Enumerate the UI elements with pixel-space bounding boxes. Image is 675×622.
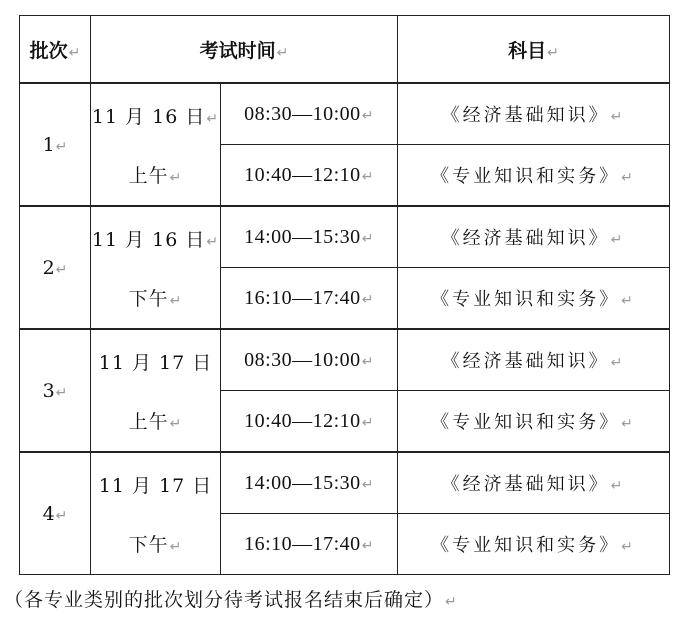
session-time-cell bbox=[221, 145, 398, 207]
batch-number: 4 bbox=[42, 502, 55, 525]
session-time: 08:30—10:00 bbox=[244, 102, 361, 125]
return-mark: ↵ bbox=[55, 261, 68, 278]
header-batch-label: 批次 bbox=[29, 39, 68, 62]
return-mark: ↵ bbox=[276, 44, 289, 61]
return-mark: ↵ bbox=[361, 107, 374, 124]
session-subject-cell bbox=[398, 452, 670, 514]
return-mark: ↵ bbox=[621, 416, 636, 432]
return-mark: ↵ bbox=[361, 291, 374, 308]
batch-date-cell bbox=[91, 206, 221, 329]
table-row bbox=[20, 83, 670, 145]
return-mark: ↵ bbox=[169, 169, 183, 186]
session-subject: 《经济基础知识》 bbox=[441, 474, 610, 495]
return-mark: ↵ bbox=[610, 109, 626, 125]
session-subject: 《专业知识和实务》 bbox=[431, 166, 621, 187]
return-mark: ↵ bbox=[55, 507, 68, 524]
session-subject-cell bbox=[398, 83, 670, 145]
session-time: 08:30—10:00 bbox=[244, 348, 361, 371]
session-subject-cell bbox=[398, 268, 670, 330]
session-time: 14:00—15:30 bbox=[244, 471, 361, 494]
header-row bbox=[20, 16, 670, 84]
session-subject-cell bbox=[398, 206, 670, 268]
return-mark: ↵ bbox=[55, 384, 68, 401]
return-mark: ↵ bbox=[68, 44, 81, 61]
header-time bbox=[91, 16, 398, 84]
session-time: 10:40—12:10 bbox=[244, 163, 361, 186]
batch-date-cell bbox=[91, 329, 221, 452]
return-mark: ↵ bbox=[547, 44, 559, 61]
batch-date: 11 月 16 日 bbox=[91, 228, 206, 251]
session-time-cell bbox=[221, 391, 398, 453]
table-row bbox=[20, 206, 670, 268]
session-subject: 《经济基础知识》 bbox=[441, 105, 610, 126]
table-row bbox=[20, 329, 670, 391]
session-subject-cell bbox=[398, 145, 670, 207]
footnote bbox=[4, 585, 458, 612]
return-mark: ↵ bbox=[55, 138, 68, 155]
batch-number: 3 bbox=[42, 379, 55, 402]
batch-number-cell bbox=[20, 452, 91, 575]
session-time: 10:40—12:10 bbox=[244, 409, 361, 432]
session-subject-cell bbox=[398, 514, 670, 575]
batch-date-cell bbox=[91, 452, 221, 575]
return-mark: ↵ bbox=[361, 353, 374, 370]
return-mark: ↵ bbox=[445, 594, 458, 610]
session-subject: 《经济基础知识》 bbox=[441, 228, 610, 249]
session-time-cell bbox=[221, 268, 398, 330]
batch-period: 上午 bbox=[128, 164, 169, 187]
session-time: 16:10—17:40 bbox=[244, 286, 361, 309]
return-mark: ↵ bbox=[169, 538, 183, 555]
session-subject-cell bbox=[398, 329, 670, 391]
batch-number-cell bbox=[20, 206, 91, 329]
session-subject: 《专业知识和实务》 bbox=[431, 412, 621, 433]
return-mark: ↵ bbox=[610, 355, 626, 371]
return-mark: ↵ bbox=[361, 230, 374, 247]
batch-period: 下午 bbox=[128, 533, 169, 556]
session-subject: 《专业知识和实务》 bbox=[431, 289, 621, 310]
footnote-text: （各专业类别的批次划分待考试报名结束后确定） bbox=[4, 589, 445, 611]
session-time: 16:10—17:40 bbox=[244, 532, 361, 555]
return-mark: ↵ bbox=[169, 415, 183, 432]
batch-number-cell bbox=[20, 83, 91, 206]
session-time-cell bbox=[221, 206, 398, 268]
batch-period: 上午 bbox=[128, 410, 169, 433]
batch-number-cell bbox=[20, 329, 91, 452]
table-row bbox=[20, 452, 670, 514]
batch-date: 11 月 16 日 bbox=[91, 105, 206, 128]
return-mark: ↵ bbox=[206, 110, 220, 127]
return-mark: ↵ bbox=[621, 293, 636, 309]
batch-number: 1 bbox=[42, 133, 55, 156]
session-time-cell bbox=[221, 329, 398, 391]
return-mark: ↵ bbox=[610, 478, 626, 494]
header-time-label: 考试时间 bbox=[199, 39, 276, 62]
session-time-cell bbox=[221, 83, 398, 145]
batch-period: 下午 bbox=[128, 287, 169, 310]
return-mark: ↵ bbox=[206, 233, 220, 250]
return-mark: ↵ bbox=[361, 414, 374, 431]
exam-schedule-table bbox=[19, 15, 670, 575]
session-subject: 《专业知识和实务》 bbox=[431, 535, 621, 556]
return-mark: ↵ bbox=[361, 476, 374, 493]
return-mark: ↵ bbox=[361, 168, 374, 185]
batch-date: 11 月 17 日 bbox=[98, 351, 213, 374]
batch-date-cell bbox=[91, 83, 221, 206]
header-subject-label: 科目 bbox=[508, 39, 547, 62]
session-subject: 《经济基础知识》 bbox=[441, 351, 610, 372]
return-mark: ↵ bbox=[621, 539, 636, 555]
return-mark: ↵ bbox=[621, 170, 636, 186]
session-time-cell bbox=[221, 514, 398, 575]
return-mark: ↵ bbox=[610, 232, 626, 248]
return-mark: ↵ bbox=[169, 292, 183, 309]
session-time-cell bbox=[221, 452, 398, 514]
return-mark: ↵ bbox=[361, 537, 374, 554]
session-time: 14:00—15:30 bbox=[244, 225, 361, 248]
header-subject bbox=[398, 16, 670, 84]
batch-date: 11 月 17 日 bbox=[98, 474, 213, 497]
batch-number: 2 bbox=[42, 256, 55, 279]
session-subject-cell bbox=[398, 391, 670, 453]
header-batch bbox=[20, 16, 91, 84]
